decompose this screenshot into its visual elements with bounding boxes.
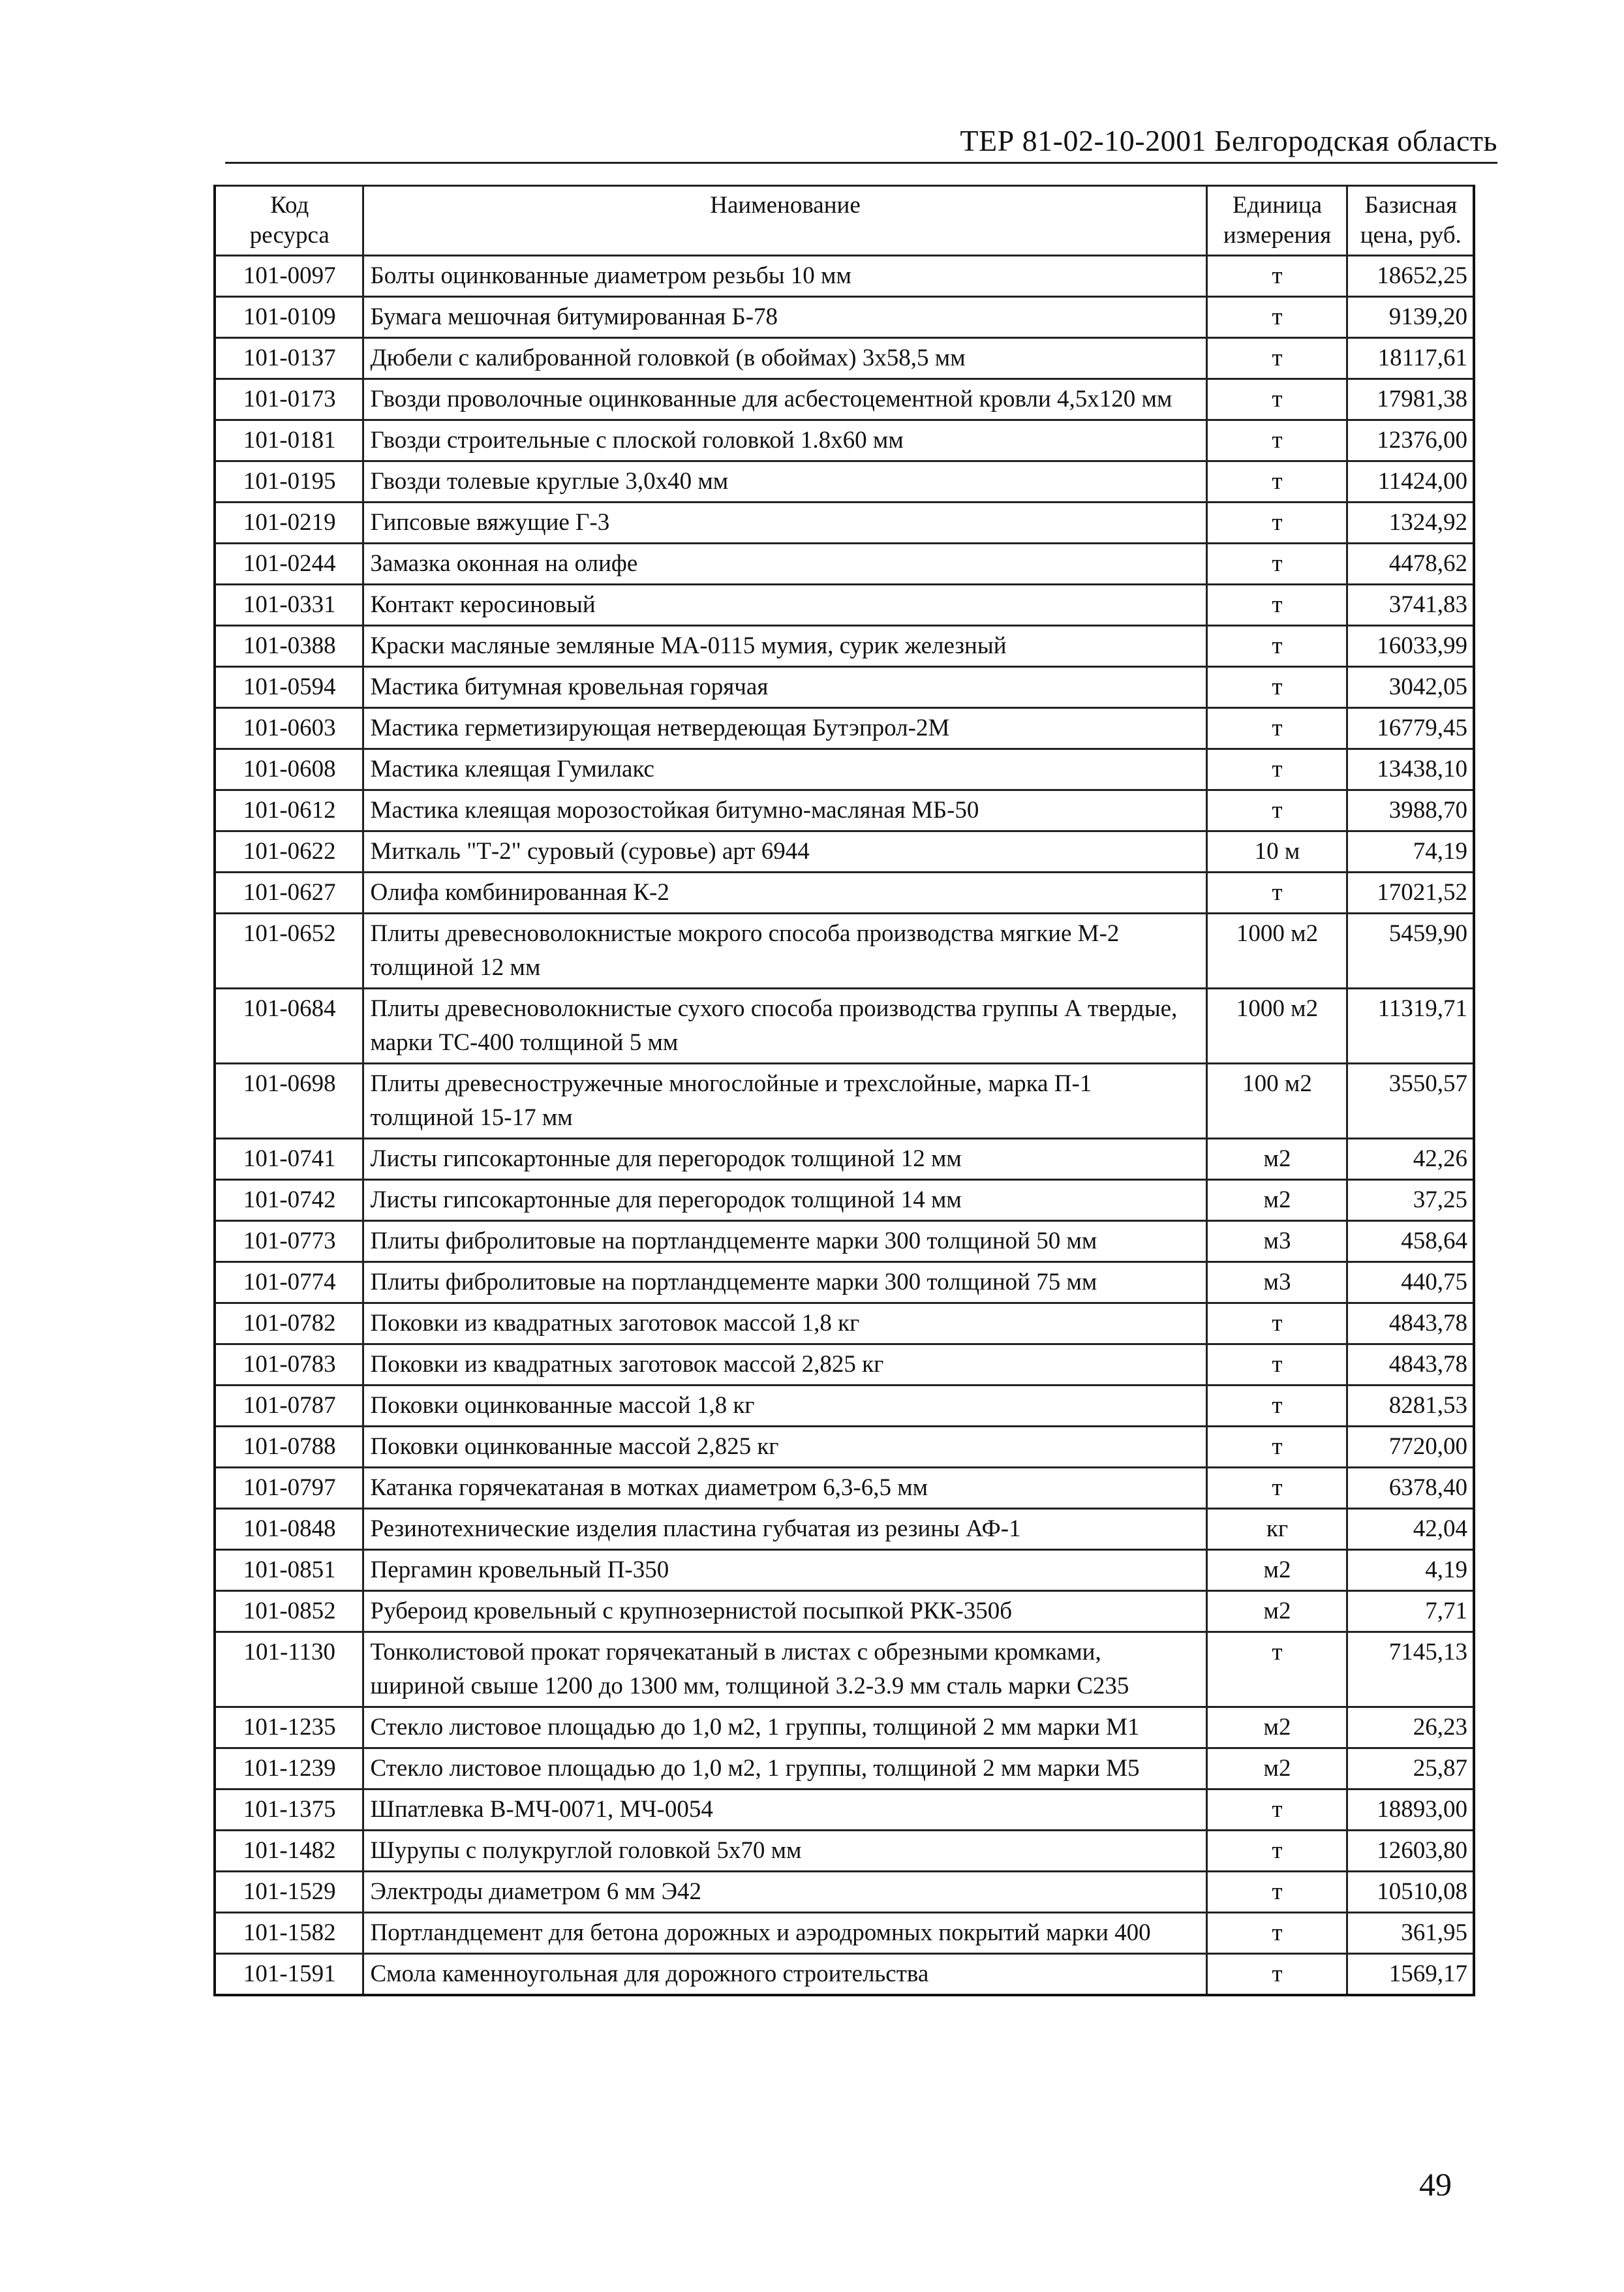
cell-code: 101-0797 bbox=[215, 1468, 363, 1509]
cell-name: Катанка горячекатаная в мотках диаметром 6,3-6,5 мм bbox=[363, 1468, 1206, 1509]
cell-code: 101-0608 bbox=[215, 749, 363, 790]
cell-code: 101-1239 bbox=[215, 1748, 363, 1789]
cell-name: Плиты фибролитовые на портландцементе марки 300 толщиной 50 мм bbox=[363, 1221, 1206, 1262]
cell-unit: т bbox=[1206, 503, 1347, 544]
table-header-row bbox=[215, 186, 1474, 256]
table-row bbox=[215, 708, 1474, 749]
cell-unit: т bbox=[1206, 420, 1347, 461]
cell-name: Контакт керосиновый bbox=[363, 585, 1206, 626]
cell-name: Электроды диаметром 6 мм Э42 bbox=[363, 1872, 1206, 1913]
cell-name: Плиты древесностружечные многослойные и трехслойные, марка П-1 толщиной 15-17 мм bbox=[363, 1064, 1206, 1139]
table-row bbox=[215, 1139, 1474, 1180]
cell-code: 101-0181 bbox=[215, 420, 363, 461]
cell-unit: м2 bbox=[1206, 1180, 1347, 1221]
cell-unit: т bbox=[1206, 626, 1347, 667]
table-row bbox=[215, 873, 1474, 914]
cell-name: Гвозди проволочные оцинкованные для асбестоцементной кровли 4,5х120 мм bbox=[363, 379, 1206, 420]
table-row bbox=[215, 1632, 1474, 1707]
cell-unit: т bbox=[1206, 790, 1347, 831]
cell-code: 101-0852 bbox=[215, 1591, 363, 1632]
cell-name: Стекло листовое площадью до 1,0 м2, 1 группы, толщиной 2 мм марки М1 bbox=[363, 1707, 1206, 1748]
cell-price: 17021,52 bbox=[1347, 873, 1474, 914]
cell-price: 361,95 bbox=[1347, 1913, 1474, 1954]
cell-price: 7720,00 bbox=[1347, 1427, 1474, 1468]
cell-price: 1324,92 bbox=[1347, 503, 1474, 544]
cell-unit: м2 bbox=[1206, 1139, 1347, 1180]
cell-code: 101-0627 bbox=[215, 873, 363, 914]
cell-unit: т bbox=[1206, 1789, 1347, 1831]
table-row bbox=[215, 503, 1474, 544]
table-row bbox=[215, 1707, 1474, 1748]
cell-unit: 10 м bbox=[1206, 831, 1347, 873]
cell-name: Пергамин кровельный П-350 bbox=[363, 1550, 1206, 1591]
cell-code: 101-0783 bbox=[215, 1344, 363, 1386]
cell-code: 101-0622 bbox=[215, 831, 363, 873]
cell-code: 101-0195 bbox=[215, 461, 363, 503]
cell-unit: т bbox=[1206, 1954, 1347, 1996]
cell-price: 3042,05 bbox=[1347, 667, 1474, 708]
cell-name: Стекло листовое площадью до 1,0 м2, 1 группы, толщиной 2 мм марки М5 bbox=[363, 1748, 1206, 1789]
cell-code: 101-1591 bbox=[215, 1954, 363, 1996]
cell-name: Шпатлевка В-МЧ-0071, МЧ-0054 bbox=[363, 1789, 1206, 1831]
cell-unit: м2 bbox=[1206, 1748, 1347, 1789]
table-row bbox=[215, 1913, 1474, 1954]
cell-unit: м2 bbox=[1206, 1550, 1347, 1591]
cell-name: Смола каменноугольная для дорожного строительства bbox=[363, 1954, 1206, 1996]
cell-name: Болты оцинкованные диаметром резьбы 10 мм bbox=[363, 256, 1206, 297]
cell-unit: т bbox=[1206, 1468, 1347, 1509]
cell-unit: т bbox=[1206, 338, 1347, 379]
cell-unit: т bbox=[1206, 461, 1347, 503]
cell-code: 101-1482 bbox=[215, 1831, 363, 1872]
cell-code: 101-0773 bbox=[215, 1221, 363, 1262]
cell-unit: т bbox=[1206, 256, 1347, 297]
cell-code: 101-0684 bbox=[215, 989, 363, 1064]
cell-code: 101-0331 bbox=[215, 585, 363, 626]
column-header-line: Единица bbox=[1232, 192, 1323, 219]
cell-price: 25,87 bbox=[1347, 1748, 1474, 1789]
cell-code: 101-0173 bbox=[215, 379, 363, 420]
cell-name: Листы гипсокартонные для перегородок толщиной 14 мм bbox=[363, 1180, 1206, 1221]
column-header-code bbox=[215, 186, 363, 256]
cell-code: 101-0219 bbox=[215, 503, 363, 544]
cell-name: Плиты древесноволокнистые сухого способа производства группы А твердые, марки ТС-400 толщиной 5 мм bbox=[363, 989, 1206, 1064]
cell-unit: м2 bbox=[1206, 1591, 1347, 1632]
cell-unit: 1000 м2 bbox=[1206, 989, 1347, 1064]
cell-name: Мастика клеящая морозостойкая битумно-масляная МБ-50 bbox=[363, 790, 1206, 831]
table-row bbox=[215, 1262, 1474, 1303]
cell-code: 101-1375 bbox=[215, 1789, 363, 1831]
cell-unit: т bbox=[1206, 1632, 1347, 1707]
cell-unit: т bbox=[1206, 544, 1347, 585]
cell-price: 74,19 bbox=[1347, 831, 1474, 873]
cell-price: 16779,45 bbox=[1347, 708, 1474, 749]
table-row bbox=[215, 1221, 1474, 1262]
table-row bbox=[215, 585, 1474, 626]
table-row bbox=[215, 379, 1474, 420]
cell-name: Плиты фибролитовые на портландцементе марки 300 толщиной 75 мм bbox=[363, 1262, 1206, 1303]
cell-code: 101-0109 bbox=[215, 297, 363, 338]
cell-price: 13438,10 bbox=[1347, 749, 1474, 790]
column-header-line: Наименование bbox=[710, 192, 861, 219]
cell-name: Миткаль "Т-2" суровый (суровье) арт 6944 bbox=[363, 831, 1206, 873]
table-row bbox=[215, 544, 1474, 585]
document-title: ТЕР 81-02-10-2001 Белгородская область bbox=[960, 124, 1497, 157]
cell-name: Поковки из квадратных заготовок массой 1,8 кг bbox=[363, 1303, 1206, 1344]
cell-name: Бумага мешочная битумированная Б-78 bbox=[363, 297, 1206, 338]
table-row bbox=[215, 461, 1474, 503]
column-header-line: цена, руб. bbox=[1360, 222, 1462, 249]
cell-unit: 1000 м2 bbox=[1206, 914, 1347, 989]
cell-name: Замазка оконная на олифе bbox=[363, 544, 1206, 585]
cell-price: 7,71 bbox=[1347, 1591, 1474, 1632]
table-row bbox=[215, 1344, 1474, 1386]
cell-unit: т bbox=[1206, 297, 1347, 338]
cell-code: 101-0848 bbox=[215, 1509, 363, 1550]
cell-name: Мастика герметизирующая нетвердеющая Бутэпрол-2М bbox=[363, 708, 1206, 749]
cell-code: 101-1529 bbox=[215, 1872, 363, 1913]
cell-name: Мастика битумная кровельная горячая bbox=[363, 667, 1206, 708]
table-row bbox=[215, 338, 1474, 379]
cell-price: 4478,62 bbox=[1347, 544, 1474, 585]
cell-code: 101-0782 bbox=[215, 1303, 363, 1344]
cell-unit: 100 м2 bbox=[1206, 1064, 1347, 1139]
cell-code: 101-0742 bbox=[215, 1180, 363, 1221]
cell-price: 4,19 bbox=[1347, 1550, 1474, 1591]
cell-price: 12376,00 bbox=[1347, 420, 1474, 461]
cell-name: Шурупы с полукруглой головкой 5х70 мм bbox=[363, 1831, 1206, 1872]
table-row bbox=[215, 1789, 1474, 1831]
cell-name: Гвозди строительные с плоской головкой 1.8х60 мм bbox=[363, 420, 1206, 461]
cell-code: 101-1582 bbox=[215, 1913, 363, 1954]
cell-name: Гипсовые вяжущие Г-3 bbox=[363, 503, 1206, 544]
cell-name: Поковки оцинкованные массой 2,825 кг bbox=[363, 1427, 1206, 1468]
cell-price: 8281,53 bbox=[1347, 1386, 1474, 1427]
cell-code: 101-0741 bbox=[215, 1139, 363, 1180]
cell-name: Рубероид кровельный с крупнозернистой посыпкой РКК-350б bbox=[363, 1591, 1206, 1632]
cell-name: Листы гипсокартонные для перегородок толщиной 12 мм bbox=[363, 1139, 1206, 1180]
cell-unit: т bbox=[1206, 1872, 1347, 1913]
cell-price: 16033,99 bbox=[1347, 626, 1474, 667]
cell-name: Резинотехнические изделия пластина губчатая из резины АФ-1 bbox=[363, 1509, 1206, 1550]
cell-price: 17981,38 bbox=[1347, 379, 1474, 420]
table-row bbox=[215, 831, 1474, 873]
table-row bbox=[215, 1550, 1474, 1591]
cell-code: 101-0137 bbox=[215, 338, 363, 379]
cell-name: Портландцемент для бетона дорожных и аэродромных покрытий марки 400 bbox=[363, 1913, 1206, 1954]
cell-price: 42,04 bbox=[1347, 1509, 1474, 1550]
cell-price: 9139,20 bbox=[1347, 297, 1474, 338]
cell-price: 12603,80 bbox=[1347, 1831, 1474, 1872]
table-row bbox=[215, 1872, 1474, 1913]
cell-name: Тонколистовой прокат горячекатаный в листах с обрезными кромками, шириной свыше 1200 до 1300 мм, толщиной 3.2-3.9 мм сталь марки С235 bbox=[363, 1632, 1206, 1707]
cell-name: Плиты древесноволокнистые мокрого способа производства мягкие М-2 толщиной 12 мм bbox=[363, 914, 1206, 989]
cell-unit: т bbox=[1206, 1913, 1347, 1954]
cell-price: 6378,40 bbox=[1347, 1468, 1474, 1509]
table-row bbox=[215, 790, 1474, 831]
table-row bbox=[215, 1303, 1474, 1344]
table-row bbox=[215, 1468, 1474, 1509]
table-row bbox=[215, 420, 1474, 461]
cell-price: 4843,78 bbox=[1347, 1303, 1474, 1344]
resource-price-table bbox=[213, 185, 1475, 1996]
cell-price: 3741,83 bbox=[1347, 585, 1474, 626]
cell-unit: т bbox=[1206, 667, 1347, 708]
cell-name: Поковки оцинкованные массой 1,8 кг bbox=[363, 1386, 1206, 1427]
cell-unit: т bbox=[1206, 1386, 1347, 1427]
cell-price: 3550,57 bbox=[1347, 1064, 1474, 1139]
cell-price: 440,75 bbox=[1347, 1262, 1474, 1303]
cell-price: 11424,00 bbox=[1347, 461, 1474, 503]
cell-unit: т bbox=[1206, 379, 1347, 420]
page-header bbox=[225, 124, 1497, 164]
cell-name: Мастика клеящая Гумилакс bbox=[363, 749, 1206, 790]
cell-price: 5459,90 bbox=[1347, 914, 1474, 989]
column-header-line: ресурса bbox=[249, 222, 329, 249]
cell-unit: т bbox=[1206, 585, 1347, 626]
cell-unit: т bbox=[1206, 1831, 1347, 1872]
cell-code: 101-1130 bbox=[215, 1632, 363, 1707]
cell-price: 42,26 bbox=[1347, 1139, 1474, 1180]
cell-price: 18652,25 bbox=[1347, 256, 1474, 297]
table-row bbox=[215, 1509, 1474, 1550]
table-row bbox=[215, 1386, 1474, 1427]
cell-name: Олифа комбинированная К-2 bbox=[363, 873, 1206, 914]
cell-price: 26,23 bbox=[1347, 1707, 1474, 1748]
cell-code: 101-0774 bbox=[215, 1262, 363, 1303]
column-header-price bbox=[1347, 186, 1474, 256]
cell-name: Краски масляные земляные МА-0115 мумия, сурик железный bbox=[363, 626, 1206, 667]
table-row bbox=[215, 1954, 1474, 1996]
column-header-line: Базисная bbox=[1364, 192, 1458, 219]
cell-unit: т bbox=[1206, 1303, 1347, 1344]
page-number: 49 bbox=[1419, 2166, 1452, 2203]
column-header-name bbox=[363, 186, 1206, 256]
cell-code: 101-1235 bbox=[215, 1707, 363, 1748]
table-row bbox=[215, 1427, 1474, 1468]
cell-name: Поковки из квадратных заготовок массой 2,825 кг bbox=[363, 1344, 1206, 1386]
cell-price: 7145,13 bbox=[1347, 1632, 1474, 1707]
cell-unit: т bbox=[1206, 1344, 1347, 1386]
cell-price: 11319,71 bbox=[1347, 989, 1474, 1064]
cell-code: 101-0594 bbox=[215, 667, 363, 708]
table-row bbox=[215, 1748, 1474, 1789]
cell-unit: кг bbox=[1206, 1509, 1347, 1550]
cell-price: 37,25 bbox=[1347, 1180, 1474, 1221]
column-header-unit bbox=[1206, 186, 1347, 256]
cell-name: Гвозди толевые круглые 3,0х40 мм bbox=[363, 461, 1206, 503]
table-row bbox=[215, 256, 1474, 297]
table-row bbox=[215, 1831, 1474, 1872]
table-row bbox=[215, 749, 1474, 790]
cell-code: 101-0097 bbox=[215, 256, 363, 297]
cell-price: 10510,08 bbox=[1347, 1872, 1474, 1913]
cell-unit: м3 bbox=[1206, 1221, 1347, 1262]
cell-unit: т bbox=[1206, 873, 1347, 914]
column-header-line: Код bbox=[270, 192, 309, 219]
cell-price: 18893,00 bbox=[1347, 1789, 1474, 1831]
cell-unit: м2 bbox=[1206, 1707, 1347, 1748]
table-body bbox=[215, 256, 1474, 1996]
cell-code: 101-0612 bbox=[215, 790, 363, 831]
table-row bbox=[215, 297, 1474, 338]
column-header-line: измерения bbox=[1223, 222, 1332, 249]
cell-unit: м3 bbox=[1206, 1262, 1347, 1303]
cell-code: 101-0244 bbox=[215, 544, 363, 585]
cell-price: 1569,17 bbox=[1347, 1954, 1474, 1996]
cell-code: 101-0652 bbox=[215, 914, 363, 989]
table-row bbox=[215, 914, 1474, 989]
table-row bbox=[215, 1180, 1474, 1221]
table-row bbox=[215, 1591, 1474, 1632]
cell-code: 101-0698 bbox=[215, 1064, 363, 1139]
table-row bbox=[215, 626, 1474, 667]
cell-price: 18117,61 bbox=[1347, 338, 1474, 379]
table-row bbox=[215, 989, 1474, 1064]
table-row bbox=[215, 1064, 1474, 1139]
cell-unit: т bbox=[1206, 708, 1347, 749]
cell-price: 3988,70 bbox=[1347, 790, 1474, 831]
cell-price: 458,64 bbox=[1347, 1221, 1474, 1262]
table-row bbox=[215, 667, 1474, 708]
cell-name: Дюбели с калиброванной головкой (в обоймах) 3х58,5 мм bbox=[363, 338, 1206, 379]
cell-code: 101-0603 bbox=[215, 708, 363, 749]
cell-code: 101-0787 bbox=[215, 1386, 363, 1427]
cell-code: 101-0388 bbox=[215, 626, 363, 667]
cell-price: 4843,78 bbox=[1347, 1344, 1474, 1386]
cell-unit: т bbox=[1206, 1427, 1347, 1468]
cell-code: 101-0788 bbox=[215, 1427, 363, 1468]
cell-code: 101-0851 bbox=[215, 1550, 363, 1591]
cell-unit: т bbox=[1206, 749, 1347, 790]
